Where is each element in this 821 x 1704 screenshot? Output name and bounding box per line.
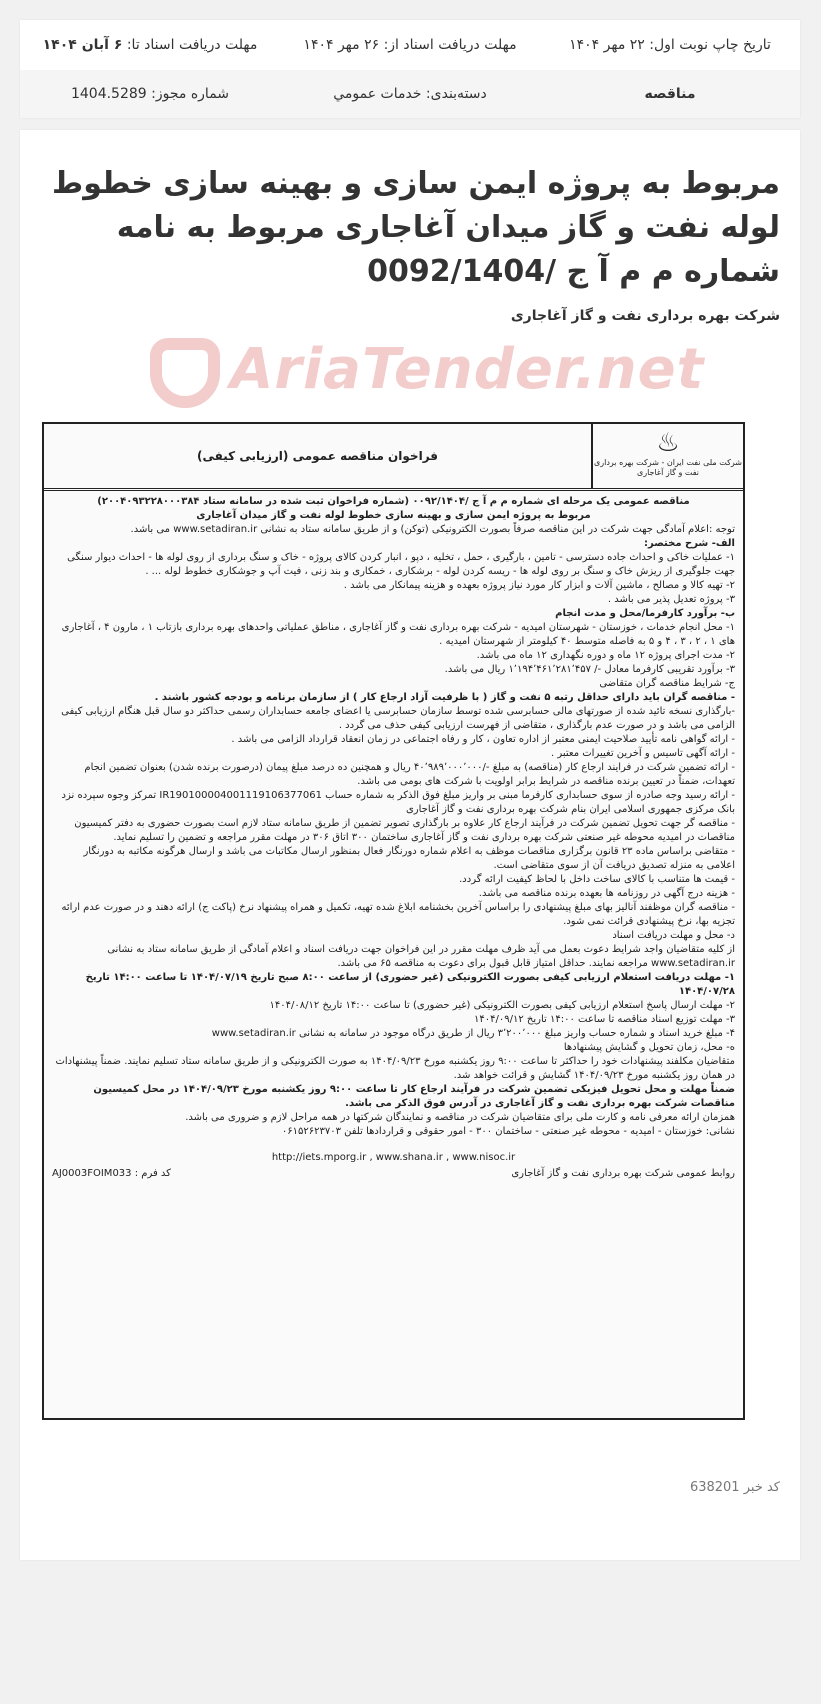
document-line: -بارگذاری نسخه تائید شده از صورتهای مالی حسابرسی شده توسط سازمان حسابرسی یا اعضای جامعه حسابداران رسمی حداکثر دو سال قبل هنگام ارزیابی کیفی الزامی می باشد و در صورت عدم بارگذاری ، متقاضی از فهرست ارزیابی کیفی حذف می گردد . (61, 706, 735, 731)
document-line: مربوط به پروژه ایمن سازی و بهینه سازی خطوط لوله نفت و گاز میدان آغاجاری (196, 510, 591, 521)
document-line: - ارائه گواهی نامه تأیید صلاحیت ایمنی معتبر از اداره تعاون ، کار و رفاه اجتماعی در زمان انعقاد قرارداد الزامی می باشد . (231, 734, 735, 745)
document-line: - ارائه رسید وجه صادره از سوی حسابداری کارفرما مبنی بر واریز مبلغ فوق الذکر به شماره حساب IR190100004001119106377061 تمرکز وجوه سپرده نزد بانک مرکزی جمهوری اسلامی ایران بنام شرکت بهره برداری نفت و گاز آغاجاری (61, 790, 735, 815)
document-line: ه- محل، زمان تحویل و گشایش پیشنهادها (563, 1042, 735, 1053)
nioc-flame-icon: ♨ (656, 428, 680, 458)
document-line: ج- شرایط مناقصه گران متقاضی (599, 678, 735, 689)
tender-type: مناقصه (644, 86, 696, 102)
document-line: - ارائه تضمین شرکت در فرایند ارجاع کار (مناقصه) به مبلغ -/۴۰٬۹۸۹٬۰۰۰٬۰۰۰ ریال و همچنین ده درصد مبلغ پیمان (درصورت برنده شدن) بعنوان تضمین انجام تعهدات، ضمناً در تعیین برنده مناقصه در شرایط برابر اولویت با شرکت های بومی می باشد. (84, 762, 735, 787)
document-line: - متقاضی براساس ماده ۲۳ قانون برگزاری مناقصات موظف به اعلام شماره دورنگار فعال بمنظور ارسال مکاتبات می باشد و ارسال هرگونه مکاتبه به دورنگار اعلامی به منزله تصدیق دریافت آن از سوی متقاضی است. (83, 846, 735, 871)
document-body (44, 491, 743, 1143)
document-line: الف- شرح مختصر: (643, 538, 735, 549)
document-line: ۳- پروژه تعدیل پذیر می باشد . (607, 594, 735, 605)
tender-info-card (20, 20, 800, 118)
form-code: کد فرم : AJ0003FOIM033 (52, 1168, 171, 1179)
document-line: از کلیه متقاضیان واجد شرایط دعوت بعمل می آید ظرف مهلت مقرر در این فراخوان جهت دریافت اسناد و اعلام آمادگی از طریق سامانه ستاد به نشانی www.setadiran.ir مراجعه نمایند. حداقل امتیاز قابل قبول برای دعوت به مناقصه ۶۵ می باشد. (107, 944, 735, 969)
document-pr-footer: روابط عمومی شرکت بهره برداری نفت و گاز آغاجاری (511, 1168, 735, 1179)
document-line: نشانی: خوزستان - امیدیه - محوطه غیر صنعتی - ساختمان ۳۰۰ - امور حقوقی و قراردادها تلفن ۰۶۱۵۲۶۲۳۷۰۳ (281, 1126, 735, 1137)
document-line: د- محل و مهلت دریافت اسناد (612, 930, 735, 941)
document-line: متقاضیان مکلفند پیشنهادات خود را حداکثر تا ساعت ۹:۰۰ روز یکشنبه مورخ ۱۴۰۴/۰۹/۲۳ به صورت الکترونیکی و از طریق سامانه ستاد تسلیم نمایند. ضمناً پیشنهادات در همان روز یکشنبه مورخ ۱۴۰۴/۰۹/۲۳ گشایش و قرائت خواهد شد. (55, 1056, 735, 1081)
watermark-logo-icon (150, 338, 220, 408)
nioc-logo (591, 424, 743, 488)
document-links: http://iets.mporg.ir , www.shana.ir , www.nisoc.ir (271, 1152, 516, 1163)
document-line: ۲- مهلت ارسال پاسخ استعلام ارزیابی کیفی بصورت الکترونیکی (غیر حضوری) تا ساعت ۱۴:۰۰ تاریخ ۱۴۰۴/۰۸/۱۲ (269, 1000, 735, 1011)
page-title: مربوط به پروژه ایمن سازی و بهینه سازی خطوط لوله نفت و گاز میدان آغاجاری مربوط به نامه شماره م م آ ج /0092/1404 (52, 166, 780, 289)
category: دسته‌بندی: خدمات عمومي (333, 86, 487, 102)
document-line: ضمناً مهلت و محل تحویل فیزیکی تضمین شرکت در فرآیند ارجاع کار تا ساعت ۹:۰۰ روز یکشنبه مورخ ۱۴۰۴/۰۹/۲۳ در محل کمیسیون مناقصات شرکت بهره برداری نفت و گاز آغاجاری در آدرس فوق الذکر می باشد. (93, 1084, 735, 1109)
document-line: همزمان ارائه معرفی نامه و کارت ملی برای متقاضیان شرکت در مناقصه و نمایندگان شرکتها در همه مراحل لازم و ضروری می باشد. (185, 1112, 735, 1123)
document-line: ۳- مهلت توزیع اسناد مناقصه تا ساعت ۱۴:۰۰ تاریخ ۱۴۰۴/۰۹/۱۲ (473, 1014, 735, 1025)
tender-detail-card (20, 130, 800, 1560)
document-line: ب- برآورد کارفرما/محل و مدت انجام (555, 608, 735, 619)
doc-from: مهلت دریافت اسناد از: ۲۶ مهر ۱۴۰۴ (303, 37, 517, 53)
document-line: ۱- مهلت دریافت استعلام ارزیابی کیفی بصورت الکترونیکی (غیر حضوری) از ساعت ۸:۰۰ صبح تاریخ ۱۴۰۴/۰۷/۱۹ تا ساعت ۱۴:۰۰ تاریخ ۱۴۰۴/۰۷/۲۸ (85, 972, 735, 997)
doc-to-value: ۶ آبان ۱۴۰۴ (42, 37, 123, 53)
document-line: - ارائه آگهی تاسیس و آخرین تغییرات معتبر . (551, 748, 735, 759)
doc-to (20, 37, 280, 53)
tender-document-image (42, 422, 745, 1420)
company-name: شرکت بهره برداری نفت و گاز آغاجاری (510, 308, 780, 324)
document-line: ۲- مدت اجرای پروژه ۱۲ ماه و دوره نگهداری ۱۲ ماه می باشد. (476, 650, 735, 661)
document-line: مناقصه عمومی یک مرحله ای شماره م م آ ج /۰۰۹۲/۱۴۰۴ (شماره فراخوان ثبت شده در سامانه ستاد ۲۰۰۴۰۹۳۲۲۸۰۰۰۳۸۴) (97, 496, 690, 507)
document-line: - قیمت ها متناسب با کالای ساخت داخل با لحاظ کیفیت ارائه گردد. (459, 874, 735, 885)
document-line: - مناقصه گران موظفند آنالیز بهای مبلغ پیشنهادی را براساس آخرین بخشنامه ابلاغ شده تهیه، تکمیل و همراه پیشنهاد نرخ (پاکت ج) ارائه دهند و در صورت عدم ارائه تجزیه بها، نرخ پیشنهادی قرائت نمی شود. (61, 902, 735, 927)
document-line: - مناقصه گر جهت تحویل تضمین شرکت در فرآیند ارجاع کار علاوه بر بارگذاری تصویر تضمین از طریق سامانه ستاد لازم است بصورت حضوری به دفتر کمیسیون مناقصات در امیدیه محوطه غیر صنعتی شرکت بهره برداری نفت و گاز آغاجاری ساختمان ۳۰۰ اتاق ۳۰۶ در مهلت مقرر مراجعه و تضمین را تسلیم نماید. (74, 818, 735, 843)
document-title: فراخوان مناقصه عمومی (ارزیابی کیفی) (197, 449, 439, 463)
doc-to-label: مهلت دریافت اسناد تا: (122, 37, 258, 53)
document-line: - مناقصه گران باید دارای حداقل رتبه ۵ نفت و گاز ( با ظرفیت آزاد ارجاع کار ) از سازمان برنامه و بودجه کشور باشند . (154, 692, 735, 703)
document-line: - هزینه درج آگهی در روزنامه ها بعهده برنده مناقصه می باشد. (478, 888, 735, 899)
watermark (150, 332, 800, 408)
watermark-text: AriaTender.net (230, 337, 705, 402)
document-line: ۴- مبلغ خرید اسناد و شماره حساب واریز مبلغ ۳٬۲۰۰٬۰۰۰ ریال از طریق درگاه موجود در سامانه به نشانی www.setadiran.ir (211, 1028, 735, 1039)
document-line: ۲- تهیه کالا و مصالح ، ماشین آلات و ابزار کار مورد نیاز پروژه بعهده و هزینه پیمانکار می باشد . (343, 580, 735, 591)
logo-caption: شرکت ملی نفت ایران - شرکت بهره برداری نفت و گاز آغاجاری (593, 458, 742, 477)
print-date: تاریخ چاپ نوبت اول: ۲۲ مهر ۱۴۰۴ (569, 37, 771, 53)
document-line: ۱- عملیات خاکی و احداث جاده دسترسی - تامین ، بارگیری ، حمل ، تخلیه ، دپو ، انبار کردن کالای پروژه - خاک و سنگ برداری از روی لوله ها - احداث دیوار سنگی جهت جلوگیری از ریزش خاک و سنگ بر روی لوله ها - ریسه کردن لوله - برشکاری ، خمکاری و بند زنی ، فیت آپ و جوشکاری خطوط لوله ... . (67, 552, 735, 577)
news-code: کد خبر 638201 (689, 1480, 780, 1495)
license-number: شماره مجوز: 1404.5289 (70, 86, 230, 102)
document-line: ۳- برآورد تقریبی کارفرما معادل -/ ۱٬۱۹۴٬۴۶۱٬۲۸۱٬۴۵۷ ریال می باشد. (444, 664, 735, 675)
document-line: توجه :اعلام آمادگی جهت شرکت در این مناقصه صرفاً بصورت الکترونیکی (توکن) و از طریق سامانه ستاد به نشانی www.setadiran.ir می باشد. (130, 524, 735, 535)
document-line: ۱- محل انجام خدمات ، خوزستان - شهرستان امیدیه - شرکت بهره برداری نفت و گاز آغاجاری ، مناطق عملیاتی واحدهای بهره برداری بازتاب ۱ ، مارون ۴ ، آغاجاری های ۱ ، ۲ ، ۳ ، ۴ و ۵ به فاصله متوسط ۴۰ کیلومتر از شهرستان امیدیه . (61, 622, 735, 647)
